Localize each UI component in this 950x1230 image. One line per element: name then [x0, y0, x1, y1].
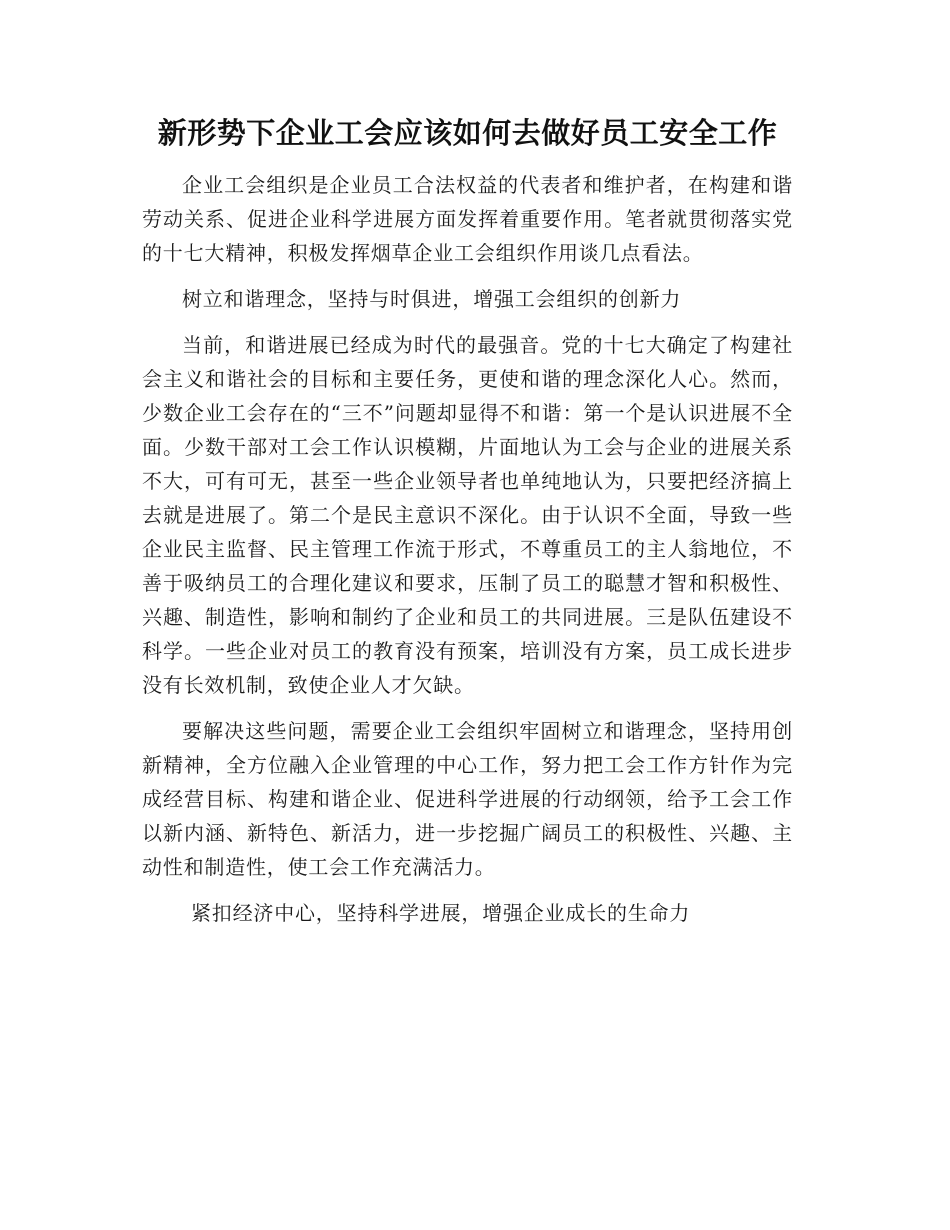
intro-paragraph: 企业工会组织是企业员工合法权益的代表者和维护者，在构建和谐劳动关系、促进企业科学进展方面发挥着重要作用。笔者就贯彻落实党的十七大精神，积极发挥烟草企业工会组织作用谈几点看法。 [142, 173, 793, 265]
body-paragraph-solutions: 要解决这些问题，需要企业工会组织牢固树立和谐理念，坚持用创新精神，全方位融入企业管理的中心工作，努力把工会工作方针作为完成经营目标、构建和谐企业、促进科学进展的行动纲领，给予工会工作以新内涵、新特色、新活力，进一步挖掘广阔员工的积极性、兴趣、主动性和制造性，使工会工作充满活力。 [142, 719, 793, 879]
document-page [142, 108, 793, 942]
section-heading-economy: 紧扣经济中心，坚持科学进展，增强企业成长的生命力 [191, 901, 691, 925]
document-title: 新形势下企业工会应该如何去做好员工安全工作 [157, 116, 778, 150]
body-paragraph-problems: 当前，和谐进展已经成为时代的最强音。党的十七大确定了构建社会主义和谐社会的目标和主要任务，更使和谐的理念深化人心。然而，少数企业工会存在的“三不”问题却显得不和谐：第一个是认识进展不全面。少数干部对工会工作认识模糊，片面地认为工会与企业的进展关系不大，可有可无，甚至一些企业领导者也单纯地认为，只要把经济搞上去就是进展了。第二个是民主意识不深化。由于认识不全面，导致一些企业民主监督、民主管理工作流于形式，不尊重员工的主人翁地位，不善于吸纳员工的合理化建议和要求，压制了员工的聪慧才智和积极性、兴趣、制造性，影响和制约了企业和员工的共同进展。三是队伍建设不科学。一些企业对员工的教育没有预案，培训没有方案，员工成长进步没有长效机制，致使企业人才欠缺。 [142, 333, 793, 697]
section-heading-harmony: 树立和谐理念，坚持与时俱进，增强工会组织的创新力 [182, 287, 682, 311]
